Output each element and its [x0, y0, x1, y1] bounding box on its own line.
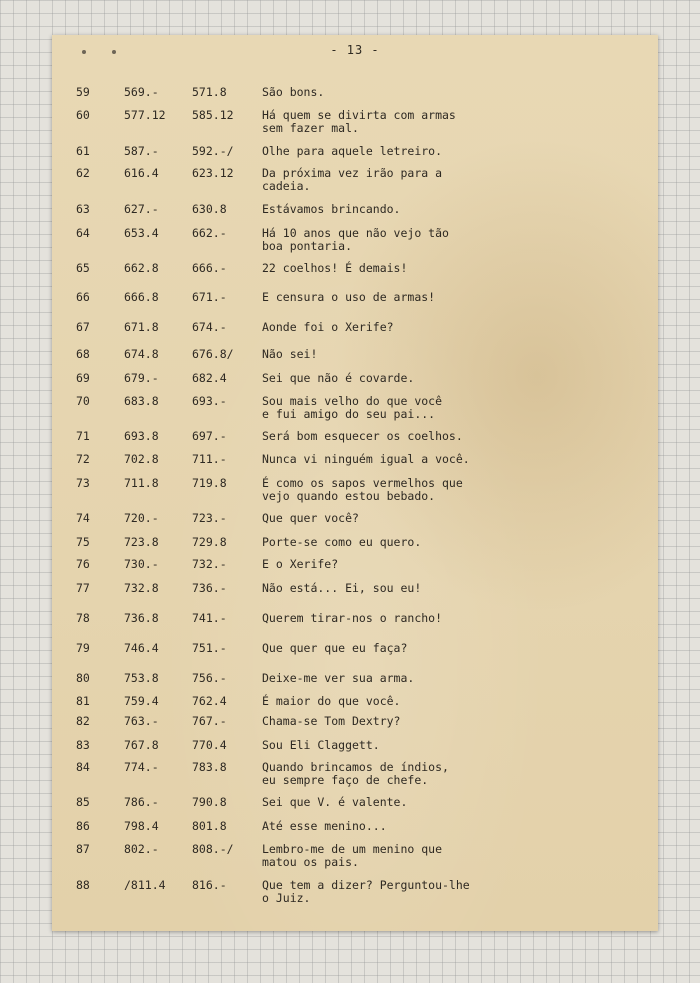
subtitle-text: Chama-se Tom Dextry?	[262, 714, 401, 728]
page-number: - 13 -	[330, 43, 380, 57]
subtitle-text: E o Xerife?	[262, 557, 339, 571]
subtitle-text: É como os sapos vermelhos que vejo quando estou bebado.	[262, 476, 463, 503]
subtitle-number: 65	[76, 261, 90, 275]
subtitle-text: Nunca vi ninguém igual a você.	[262, 452, 470, 466]
time-in: 662.8	[124, 261, 159, 275]
subtitle-text: Aonde foi o Xerife?	[262, 320, 394, 334]
time-out: 719.8	[192, 476, 227, 490]
time-in: 759.4	[124, 694, 159, 708]
time-in: 666.8	[124, 290, 159, 304]
time-in: 653.4	[124, 226, 159, 240]
time-in: 767.8	[124, 738, 159, 752]
subtitle-number: 69	[76, 371, 90, 385]
time-out: 671.-	[192, 290, 227, 304]
time-in: 763.-	[124, 714, 159, 728]
time-in: 730.-	[124, 557, 159, 571]
typed-page	[52, 35, 658, 931]
subtitle-number: 73	[76, 476, 90, 490]
subtitle-text: Até esse menino...	[262, 819, 387, 833]
time-in: 679.-	[124, 371, 159, 385]
time-out: 801.8	[192, 819, 227, 833]
subtitle-text: Quando brincamos de índios, eu sempre faço de chefe.	[262, 760, 449, 787]
subtitle-number: 64	[76, 226, 90, 240]
subtitle-number: 66	[76, 290, 90, 304]
time-in: 674.8	[124, 347, 159, 361]
time-in: 711.8	[124, 476, 159, 490]
subtitle-text: Sou Eli Claggett.	[262, 738, 380, 752]
time-in: 746.4	[124, 641, 159, 655]
subtitle-number: 86	[76, 819, 90, 833]
time-out: 816.-	[192, 878, 227, 892]
subtitle-text: Que quer que eu faça?	[262, 641, 408, 655]
subtitle-number: 71	[76, 429, 90, 443]
time-out: 674.-	[192, 320, 227, 334]
subtitle-text: Não sei!	[262, 347, 318, 361]
subtitle-number: 85	[76, 795, 90, 809]
time-in: 577.12	[124, 108, 166, 122]
subtitle-text: Olhe para aquele letreiro.	[262, 144, 443, 158]
time-in: 720.-	[124, 511, 159, 525]
time-in: 569.-	[124, 85, 159, 99]
time-in: 774.-	[124, 760, 159, 774]
subtitle-text: Sei que V. é valente.	[262, 795, 408, 809]
subtitle-text: Sei que não é covarde.	[262, 371, 415, 385]
subtitle-number: 76	[76, 557, 90, 571]
subtitle-number: 74	[76, 511, 90, 525]
time-in: 702.8	[124, 452, 159, 466]
subtitle-text: Que quer você?	[262, 511, 359, 525]
time-out: 666.-	[192, 261, 227, 275]
subtitle-text: Há 10 anos que não vejo tão boa pontaria.	[262, 226, 449, 253]
time-in: 683.8	[124, 394, 159, 408]
time-out: 693.-	[192, 394, 227, 408]
time-out: 736.-	[192, 581, 227, 595]
time-out: 623.12	[192, 166, 234, 180]
subtitle-number: 67	[76, 320, 90, 334]
subtitle-text: Sou mais velho do que você e fui amigo do seu pai...	[262, 394, 443, 421]
time-in: 723.8	[124, 535, 159, 549]
time-in: 671.8	[124, 320, 159, 334]
subtitle-text: Há quem se divirta com armas sem fazer mal.	[262, 108, 456, 135]
subtitle-text: Estávamos brincando.	[262, 202, 401, 216]
time-out: 762.4	[192, 694, 227, 708]
subtitle-number: 77	[76, 581, 90, 595]
subtitle-text: Lembro-me de um menino que matou os pais.	[262, 842, 443, 869]
subtitle-number: 70	[76, 394, 90, 408]
time-in: 786.-	[124, 795, 159, 809]
subtitle-text: São bons.	[262, 85, 325, 99]
subtitle-number: 78	[76, 611, 90, 625]
time-out: 571.8	[192, 85, 227, 99]
subtitle-text: 22 coelhos! É demais!	[262, 261, 408, 275]
subtitle-number: 68	[76, 347, 90, 361]
time-in: 732.8	[124, 581, 159, 595]
time-in: 616.4	[124, 166, 159, 180]
subtitle-text: É maior do que você.	[262, 694, 401, 708]
time-out: 729.8	[192, 535, 227, 549]
subtitle-number: 84	[76, 760, 90, 774]
time-out: 630.8	[192, 202, 227, 216]
time-out: 676.8/	[192, 347, 234, 361]
time-out: 741.-	[192, 611, 227, 625]
time-out: 697.-	[192, 429, 227, 443]
time-out: 723.-	[192, 511, 227, 525]
time-out: 751.-	[192, 641, 227, 655]
time-in: 693.8	[124, 429, 159, 443]
subtitle-text: Porte-se como eu quero.	[262, 535, 422, 549]
subtitle-number: 75	[76, 535, 90, 549]
subtitle-number: 82	[76, 714, 90, 728]
time-in: 798.4	[124, 819, 159, 833]
time-in: /811.4	[124, 878, 166, 892]
subtitle-text: Querem tirar-nos o rancho!	[262, 611, 443, 625]
time-out: 732.-	[192, 557, 227, 571]
time-out: 711.-	[192, 452, 227, 466]
time-out: 808.-/	[192, 842, 234, 856]
subtitle-number: 72	[76, 452, 90, 466]
subtitle-text: Que tem a dizer? Perguntou-lhe o Juiz.	[262, 878, 470, 905]
subtitle-number: 60	[76, 108, 90, 122]
subtitle-text: Deixe-me ver sua arma.	[262, 671, 415, 685]
subtitle-number: 61	[76, 144, 90, 158]
time-out: 790.8	[192, 795, 227, 809]
time-out: 756.-	[192, 671, 227, 685]
subtitle-text: Será bom esquecer os coelhos.	[262, 429, 463, 443]
time-out: 783.8	[192, 760, 227, 774]
time-out: 767.-	[192, 714, 227, 728]
time-in: 627.-	[124, 202, 159, 216]
subtitle-number: 87	[76, 842, 90, 856]
subtitle-number: 59	[76, 85, 90, 99]
subtitle-number: 81	[76, 694, 90, 708]
time-in: 753.8	[124, 671, 159, 685]
subtitle-text: Da próxima vez irão para a cadeia.	[262, 166, 443, 193]
subtitle-number: 88	[76, 878, 90, 892]
time-out: 770.4	[192, 738, 227, 752]
subtitle-text: Não está... Ei, sou eu!	[262, 581, 422, 595]
subtitle-text: E censura o uso de armas!	[262, 290, 436, 304]
subtitle-number: 79	[76, 641, 90, 655]
subtitle-number: 63	[76, 202, 90, 216]
subtitle-number: 83	[76, 738, 90, 752]
time-in: 802.-	[124, 842, 159, 856]
time-out: 585.12	[192, 108, 234, 122]
subtitle-number: 62	[76, 166, 90, 180]
time-out: 592.-/	[192, 144, 234, 158]
time-in: 736.8	[124, 611, 159, 625]
time-in: 587.-	[124, 144, 159, 158]
time-out: 682.4	[192, 371, 227, 385]
time-out: 662.-	[192, 226, 227, 240]
subtitle-number: 80	[76, 671, 90, 685]
